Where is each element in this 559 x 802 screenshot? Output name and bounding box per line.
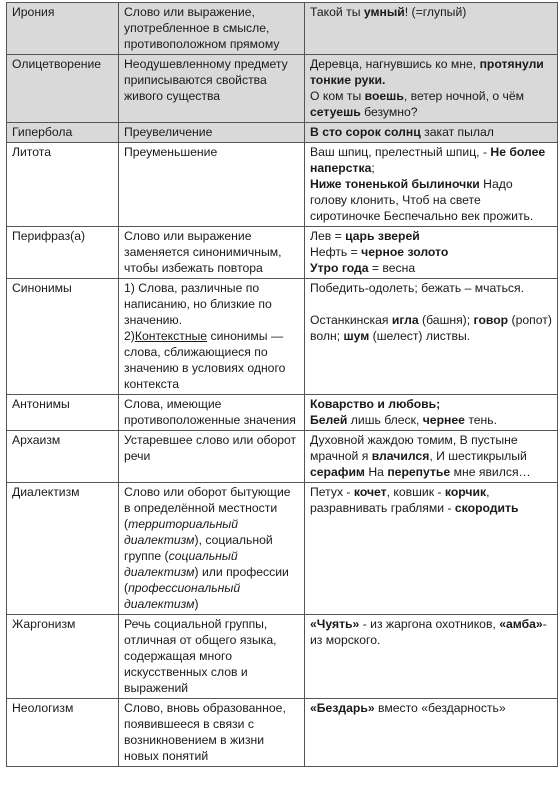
text-span: Слово или оборот бытующие в определённой местности ( [124,485,291,531]
table-row [7,279,558,395]
example-cell [305,55,558,123]
text-span: Ваш шпиц, прелестный шпиц, - [310,145,491,159]
definition-cell [119,395,305,431]
text-span: Преувеличение [124,125,213,139]
text-span: ), социальной группе ( [124,533,273,563]
text-span: - из жаргона охотников, [359,617,500,631]
text-span: Неодушевленному предмету приписываются свойства живого существа [124,57,288,103]
emphasis-text: профессиональный диалектизм [124,581,241,611]
emphasis-text: шум [343,329,370,343]
example-cell [305,483,558,615]
text-span: Слова, имеющие противоположенные значения [124,397,296,427]
text-span: (башня); [418,313,474,327]
text-span: Деревца, нагнувшись ко мне, [310,57,480,71]
text-span: На [364,465,388,479]
definition-cell [119,227,305,279]
term-cell: Литота [7,143,119,227]
emphasis-text: В сто сорок солнц [310,125,421,139]
emphasis-text: протянули тонкие руки. [310,57,544,87]
example-cell [305,3,558,55]
text-span: Останкинская [310,313,392,327]
text-span: Речь социальной группы, отличная от общего языка, содержащая много искусственных слов и выражений [124,617,277,695]
emphasis-text: царь зверей [345,229,420,243]
text-span: ! (=глупый) [404,5,467,19]
term-cell: Диалектизм [7,483,119,615]
term-cell: Перифраз(а) [7,227,119,279]
definition-cell [119,483,305,615]
emphasis-text: «Чуять» [310,617,360,631]
emphasis-text: сетуешь [310,105,361,119]
text-span: = весна [368,261,416,275]
text-span: закат пылал [420,125,494,139]
text-span: ) или профессии ( [124,565,289,595]
term-cell: Ирония [7,3,119,55]
text-span: тень. [464,413,498,427]
emphasis-text: чернее [422,413,465,427]
term-cell: Архаизм [7,431,119,483]
term-cell: Синонимы [7,279,119,395]
emphasis-text: черное золото [361,245,449,259]
text-span: ; [371,161,375,175]
table-row [7,699,558,767]
definition-cell [119,699,305,767]
emphasis-text: Ниже тоненькой былиночки [310,177,480,191]
emphasis-text: корчик [444,485,487,499]
text-span: (ропот) волн; [310,313,552,343]
definition-cell [119,55,305,123]
text-span: , ковшик - [386,485,445,499]
example-cell [305,431,558,483]
text-span: мне явился… [450,465,531,479]
text-span: (шелест) листвы. [369,329,471,343]
text-span: синонимы — слова, сближающиеся по значению в условиях одного контекста [124,329,286,391]
table-row [7,615,558,699]
text-span: Победить-одолеть; бежать – мчаться. [310,281,524,295]
table-row [7,55,558,123]
term-cell: Гипербола [7,123,119,143]
example-cell [305,143,558,227]
table-row [7,143,558,227]
example-cell [305,615,558,699]
emphasis-text: «амба» [499,617,543,631]
example-cell [305,699,558,767]
table-row [7,395,558,431]
text-span: 1) Слова, различные по написанию, но близкие по значению. [124,281,272,327]
table-row [7,123,558,143]
table-row [7,3,558,55]
term-cell: Антонимы [7,395,119,431]
emphasis-text: Коварство и любовь; [310,397,441,411]
example-cell [305,123,558,143]
emphasis-text: «Бездарь» [310,701,375,715]
emphasis-text: влачился [371,449,430,463]
term-cell: Неологизм [7,699,119,767]
text-span: Нефть = [310,245,362,259]
table-row [7,431,558,483]
text-span: 2) [124,329,135,343]
emphasis-text: серафим [310,465,365,479]
text-span: лишь блеск, [347,413,423,427]
literary-devices-table [6,2,558,767]
text-span: Слово, вновь образованное, появившееся в связи с возникновением в жизни новых понятий [124,701,286,763]
definition-cell [119,431,305,483]
definition-cell [119,123,305,143]
text-span: Духовной жаждою томим, В пустыне мрачной я [310,433,518,463]
emphasis-text: территориальный диалектизм [124,517,239,547]
text-span: вместо «бездарность» [374,701,506,715]
text-span: - из морского. [310,617,547,647]
text-span: , ветер ночной, о чём [403,89,525,103]
term-cell: Жаргонизм [7,615,119,699]
example-cell [305,279,558,395]
emphasis-text: Не более наперстка [310,145,546,175]
text-span: , И шестикрылый [429,449,527,463]
text-span: Преуменьшение [124,145,218,159]
emphasis-text: умный [363,5,405,19]
emphasis-text: воешь [364,89,404,103]
definition-cell [119,615,305,699]
table-row [7,483,558,615]
emphasis-text: перепутье [387,465,451,479]
emphasis-text: говор [473,313,509,327]
emphasis-text: игла [391,313,419,327]
text-span: Такой ты [310,5,364,19]
text-span: Слово или выражение заменяется синонимичным, чтобы избежать повтора [124,229,282,275]
text-span: О ком ты [310,89,365,103]
text-span: безумно? [360,105,418,119]
text-span: , разравнивать граблями - [310,485,490,515]
table-row [7,227,558,279]
text-span: ) [194,597,199,611]
emphasis-text: социальный диалектизм [124,549,238,579]
text-span: Устаревшее слово или оборот речи [124,433,297,463]
text-span: Петух - [310,485,354,499]
example-cell [305,395,558,431]
definition-cell [119,143,305,227]
emphasis-text: Белей [310,413,348,427]
example-cell [305,227,558,279]
definition-cell [119,3,305,55]
text-span: Слово или выражение, употребленное в смысле, противоположном прямому [124,5,280,51]
term-cell: Олицетворение [7,55,119,123]
emphasis-text: скородить [454,501,519,515]
emphasis-text: кочет [353,485,387,499]
paragraph-gap [310,296,553,312]
text-span: Надо голову клонить, Чтоб на свете сиротиночке Беспечально век прожить. [310,177,534,223]
emphasis-text: Контекстные [134,329,208,343]
emphasis-text: Утро года [310,261,369,275]
definition-cell [119,279,305,395]
text-span: Лев = [310,229,346,243]
